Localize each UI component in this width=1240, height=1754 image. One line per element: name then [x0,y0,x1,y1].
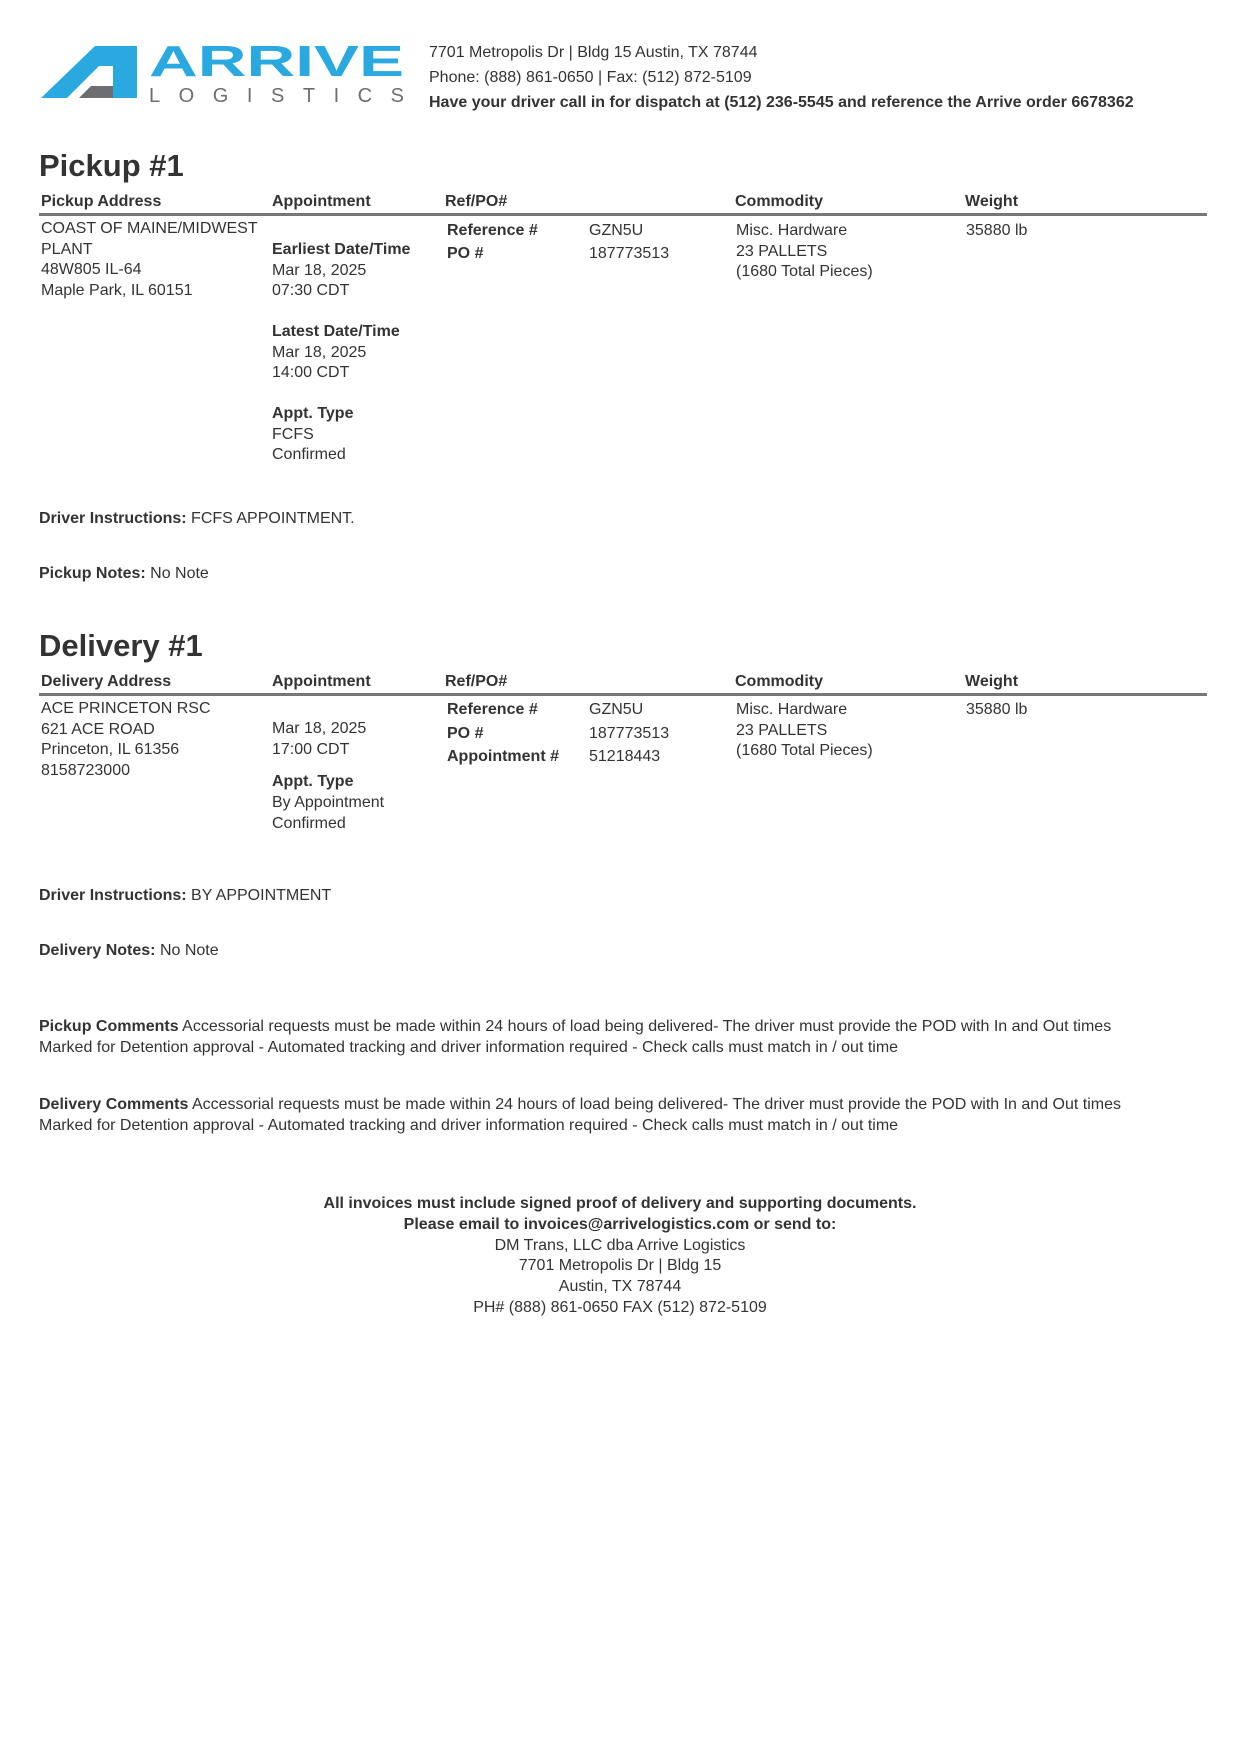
pickup-notes-text: No Note [145,565,209,582]
delivery-title: Delivery #1 [39,628,203,663]
commodity-line: (1680 Total Pieces) [736,263,873,280]
pickup-weight: 35880 lb [966,222,1028,239]
delivery-notes-label: Delivery Notes: [39,942,156,959]
delivery-header-rule [39,693,1207,696]
delivery-comments-label: Delivery Comments [39,1096,189,1113]
delivery-header-commodity: Commodity [735,673,823,690]
footer-email-instruction: Please email to invoices@arrivelogistics.com or send to: [403,1215,837,1233]
earliest-date: Mar 18, 2025 [272,261,367,279]
pickup-address-line: PLANT [41,240,93,258]
delivery-comments [39,1095,1214,1136]
footer-city: Austin, TX 78744 [558,1278,682,1296]
commodity-line: 23 PALLETS [736,242,828,260]
pickup-address-line: 48W805 IL-64 [41,261,142,278]
latest-time: 14:00 CDT [272,364,350,381]
pickup-header-appointment: Appointment [272,193,371,210]
delivery-header-weight: Weight [965,673,1019,690]
company-logo [39,40,411,112]
pickup-address-line: Maple Park, IL 60151 [41,281,193,299]
logo-mark-gray [79,86,113,98]
delivery-commodity [736,700,873,762]
delivery-address-line: 621 ACE ROAD [41,720,155,738]
earliest-time: 07:30 CDT [272,282,350,299]
delivery-appointment-number-label: Appointment # [447,748,559,765]
delivery-ref-value: GZN5U [589,701,644,718]
invoice-footer [0,1194,1240,1319]
driver-instructions-text: FCFS APPOINTMENT. [186,510,355,527]
pickup-header-ref: Ref/PO# [445,193,508,210]
earliest-label: Earliest Date/Time [272,241,411,258]
dispatch-instruction: Have your driver call in for dispatch at (512) 236-5545 and reference the Arrive order 6678362 [429,94,1134,111]
appt-status: Confirmed [272,446,346,463]
appt-status: Confirmed [272,815,346,832]
commodity-line: Misc. Hardware [736,701,848,718]
driver-instructions-label: Driver Instructions: [39,510,187,527]
pickup-header-rule [39,213,1207,216]
commodity-line: (1680 Total Pieces) [736,742,873,759]
pickup-appointment [272,240,410,466]
footer-invoice-requirement: All invoices must include signed proof of delivery and supporting documents. [323,1195,917,1212]
pickup-notes-label: Pickup Notes: [39,565,146,582]
footer-company-name: DM Trans, LLC dba Arrive Logistics [494,1236,746,1254]
delivery-ref-label: Reference # [447,701,538,718]
delivery-po-label: PO # [447,725,484,742]
delivery-date: Mar 18, 2025 [272,720,367,737]
delivery-header-ref: Ref/PO# [445,673,508,690]
footer-street: 7701 Metropolis Dr | Bldg 15 [518,1257,722,1275]
appt-type-label: Appt. Type [272,773,354,790]
delivery-address [41,699,211,781]
footer-phone-fax: PH# (888) 861-0650 FAX (512) 872-5109 [473,1298,767,1316]
delivery-appointment-number-value: 51218443 [589,748,661,765]
delivery-comments-text: Accessorial requests must be made within 24 hours of load being delivered- The driver must provide the POD with In and Out times [188,1096,1121,1113]
pickup-comments-label: Pickup Comments [39,1018,179,1035]
delivery-header-address: Delivery Address [41,673,172,690]
pickup-title: Pickup #1 [39,148,184,183]
logo-word: ARRIVE [149,40,404,86]
delivery-notes [39,941,1214,962]
delivery-po-value: 187773513 [589,725,670,742]
latest-date: Mar 18, 2025 [272,343,367,361]
pickup-header-address: Pickup Address [41,193,162,210]
pickup-commodity [736,221,873,283]
company-contact-block [429,40,1134,115]
pickup-header-commodity: Commodity [735,193,823,210]
driver-instructions-label: Driver Instructions: [39,887,187,904]
pickup-driver-instructions [39,509,1214,530]
pickup-address-line: COAST OF MAINE/MIDWEST [41,220,258,237]
pickup-ref-value: GZN5U [589,222,644,239]
commodity-line: Misc. Hardware [736,222,848,239]
latest-label: Latest Date/Time [272,323,400,340]
pickup-notes [39,564,1214,585]
pickup-ref-label: Reference # [447,222,538,239]
appt-type: FCFS [272,425,314,443]
pickup-comments-text: Marked for Detention approval - Automated tracking and driver information required - Check calls must match in / out time [39,1038,899,1056]
logo-subword: LOGISTICS [149,85,404,107]
pickup-po-value: 187773513 [589,245,670,262]
delivery-weight: 35880 lb [966,701,1028,718]
delivery-driver-instructions [39,886,1214,907]
appt-type: By Appointment [272,793,385,811]
delivery-address-line: 8158723000 [41,761,130,779]
company-phone: Phone: (888) 861-0650 | Fax: (512) 872-5109 [429,69,752,86]
pickup-header-weight: Weight [965,193,1019,210]
pickup-po-label: PO # [447,245,484,262]
delivery-appointment [272,719,384,835]
delivery-comments-text: Marked for Detention approval - Automated tracking and driver information required - Check calls must match in / out time [39,1116,899,1134]
company-address: 7701 Metropolis Dr | Bldg 15 Austin, TX 78744 [429,44,758,61]
appt-type-label: Appt. Type [272,405,354,422]
pickup-address [41,219,258,301]
delivery-header-appointment: Appointment [272,673,371,690]
pickup-comments [39,1017,1214,1058]
commodity-line: 23 PALLETS [736,721,828,739]
delivery-address-line: Princeton, IL 61356 [41,741,180,758]
pickup-comments-text: Accessorial requests must be made within 24 hours of load being delivered- The driver must provide the POD with In and Out times [178,1018,1112,1035]
delivery-address-line: ACE PRINCETON RSC [41,700,211,717]
delivery-notes-text: No Note [155,942,219,959]
driver-instructions-text: BY APPOINTMENT [186,887,332,904]
delivery-time: 17:00 CDT [272,740,350,758]
